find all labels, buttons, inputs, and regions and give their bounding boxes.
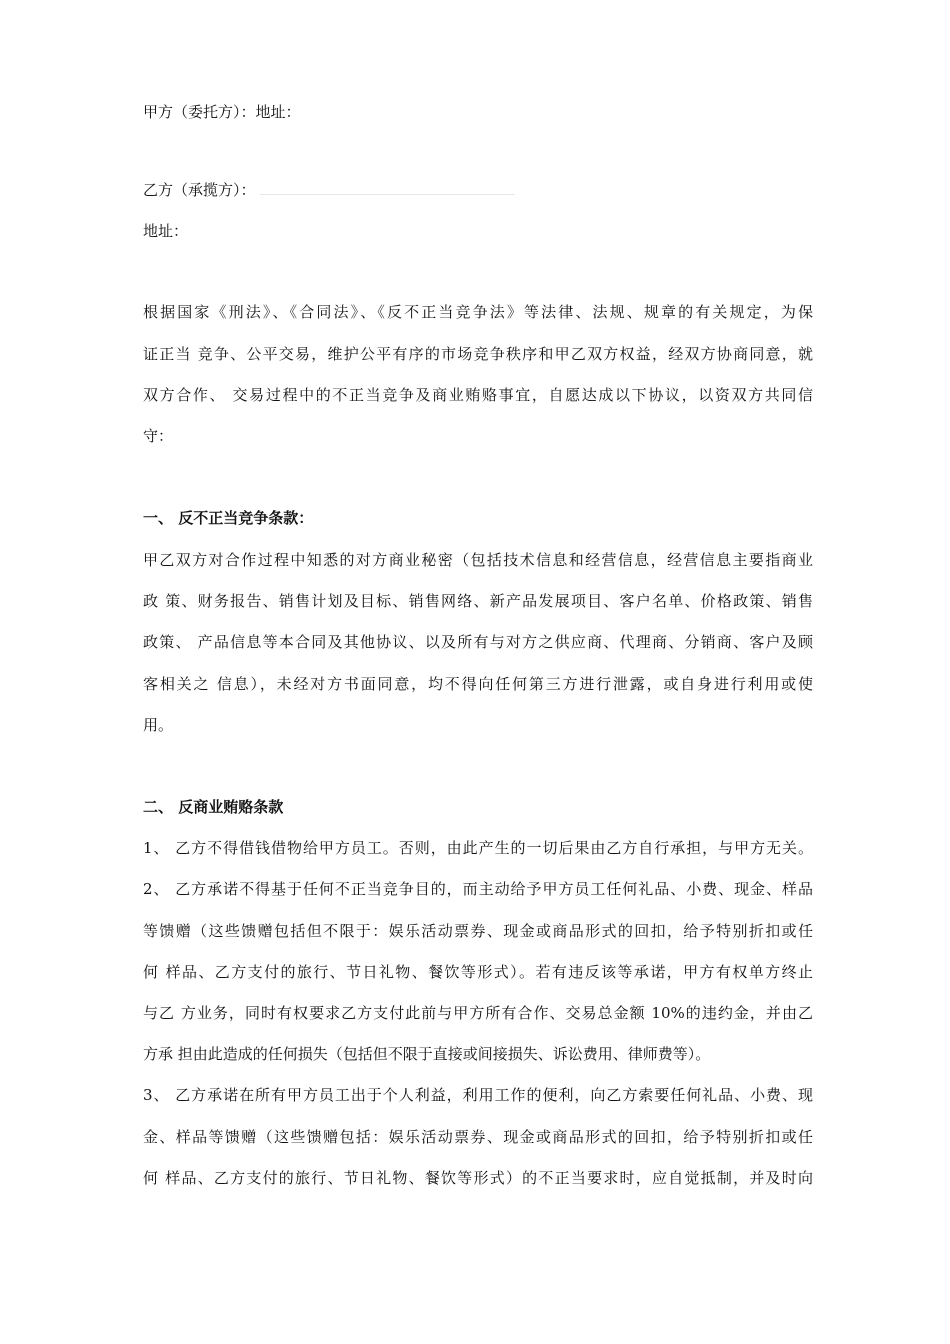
intro-line: 双方合作、 交易过程中的不正当竞争及商业贿赂事宜，自愿达成以下协议，以资双方共同信 xyxy=(143,386,813,404)
section-2-heading: 二、 反商业贿赂条款 xyxy=(143,798,284,816)
section-2-line: 3、 乙方承诺在所有甲方员工出于个人利益，利用工作的便利，向乙方索要任何礼品、小费、现 xyxy=(143,1086,813,1104)
section-1-heading: 一、 反不正当竞争条款： xyxy=(143,509,314,527)
intro-line: 证正当 竞争、公平交易，维护公平有序的市场竞争秩序和甲乙双方权益，经双方协商同意，就 xyxy=(143,345,813,363)
section-2-line: 金、样品等馈赠（这些馈赠包括：娱乐活动票券、现金或商品形式的回扣，给予特别折扣或任 xyxy=(143,1128,813,1146)
party-b-blank-field xyxy=(260,180,515,195)
party-b-line xyxy=(143,180,813,200)
section-2-line: 1、 乙方不得借钱借物给甲方员工。否则，由此产生的一切后果由乙方自行承担，与甲方无关。 xyxy=(143,839,813,857)
section-2-line: 与乙 方业务，同时有权要求乙方支付此前与甲方所有合作、交易总金额 10%的违约金，并由乙 xyxy=(143,1004,813,1022)
intro-line: 根据国家《刑法》、《合同法》、《反不正当竞争法》等法律、法规、规章的有关规定，为保 xyxy=(143,303,813,321)
section-1-line: 政 策、财务报告、销售计划及目标、销售网络、新产品发展项目、客户名单、价格政策、销售 xyxy=(143,592,813,610)
party-b-label: 乙方（承揽方）： xyxy=(143,181,256,199)
section-2-line: 2、 乙方承诺不得基于任何不正当竞争目的，而主动给予甲方员工任何礼品、小费、现金、样品 xyxy=(143,880,813,898)
section-2-line: 何 样品、乙方支付的旅行、节日礼物、餐饮等形式）的不正当要求时，应自觉抵制，并及时向 xyxy=(143,1169,813,1187)
party-a-line: 甲方（委托方）：地址： xyxy=(143,103,301,121)
section-2-line: 何 样品、乙方支付的旅行、节日礼物、餐饮等形式）。若有违反该等承诺，甲方有权单方终止 xyxy=(143,963,813,981)
section-1-line: 甲乙双方对合作过程中知悉的对方商业秘密（包括技术信息和经营信息，经营信息主要指商业 xyxy=(143,551,813,569)
section-1-line: 政策、 产品信息等本合同及其他协议、以及所有与对方之供应商、代理商、分销商、客户及顾 xyxy=(143,633,813,651)
section-1-line: 用。 xyxy=(143,716,174,734)
section-1-line: 客相关之 信息），未经对方书面同意，均不得向任何第三方进行泄露，或自身进行利用或使 xyxy=(143,675,813,693)
intro-line: 守： xyxy=(143,427,174,445)
section-2-line: 等馈赠（这些馈赠包括但不限于：娱乐活动票券、现金或商品形式的回扣，给予特别折扣或任 xyxy=(143,922,813,940)
section-2-line: 方承 担由此造成的任何损失（包括但不限于直接或间接损失、诉讼费用、律师费等）。 xyxy=(143,1045,711,1063)
party-b-address: 地址： xyxy=(143,222,189,240)
